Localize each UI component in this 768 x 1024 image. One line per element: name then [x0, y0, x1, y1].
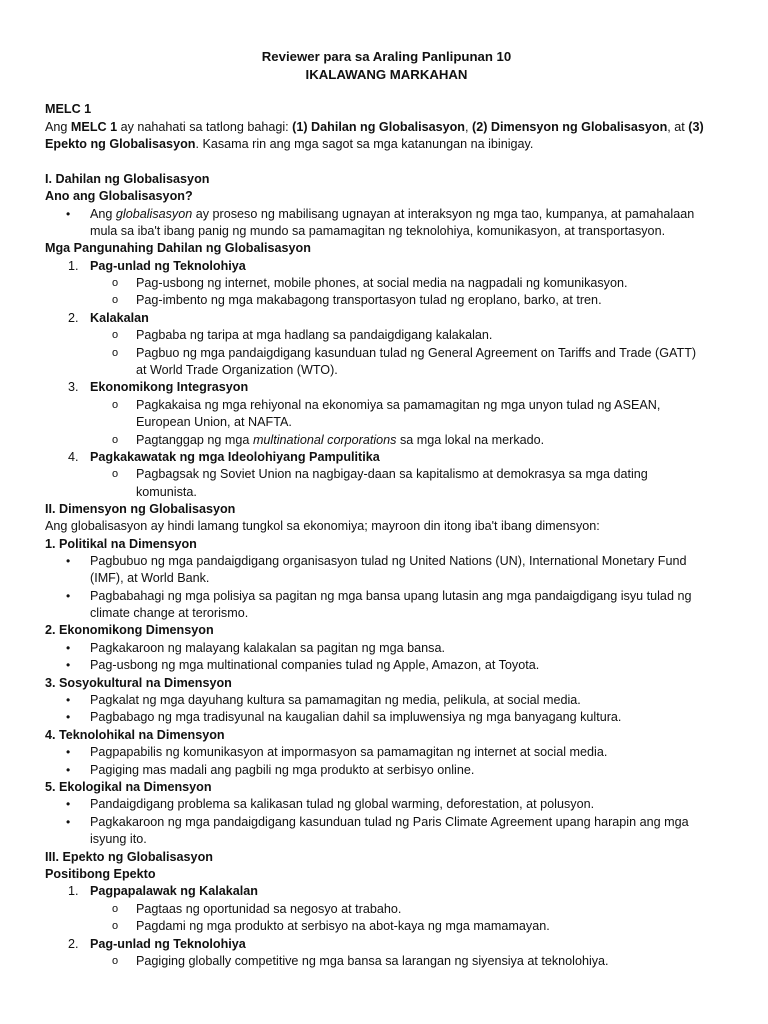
melc-label: MELC 1 [45, 102, 92, 116]
bullet-marker: • [66, 589, 71, 603]
list-item: Pag-imbento ng mga makabagong transportasyon tulad ng eroplano, barko, at tren. [136, 293, 602, 307]
dimension-heading: 4. Teknolohikal na Dimensyon [45, 728, 225, 742]
list-item: Pag-usbong ng mga multinational companies tulad ng Apple, Amazon, at Toyota. [90, 658, 540, 672]
dimension-heading: 5. Ekologikal na Dimensyon [45, 780, 212, 794]
list-item-continuation: komunista. [136, 485, 197, 499]
list-item: Pagtanggap ng mga multinational corporations sa mga lokal na merkado. [136, 433, 545, 447]
list-number: 4. [68, 450, 79, 464]
bullet-marker: • [66, 763, 71, 777]
bullet-marker: • [66, 207, 71, 221]
sub-bullet-marker: o [112, 920, 119, 932]
bullet-marker: • [66, 693, 71, 707]
list-item: Pagbubuo ng mga pandaigdigang organisasyon tulad ng United Nations (UN), International Monetary Fund [90, 554, 687, 568]
list-item-continuation: (IMF), at World Bank. [90, 571, 210, 585]
definition-line2: mula sa iba't ibang panig ng mundo sa pamamagitan ng teknolohiya, komunikasyon, at transportasyon. [90, 224, 666, 238]
cause-title: Pag-unlad ng Teknolohiya [90, 259, 246, 273]
list-item-continuation: climate change at terorismo. [90, 606, 249, 620]
sub-bullet-marker: o [112, 955, 119, 967]
list-item: Pag-usbong ng internet, mobile phones, at social media na nagpadali ng komunikasyon. [136, 276, 628, 290]
sub-bullet-marker: o [112, 468, 119, 480]
melc-intro-line2: Epekto ng Globalisasyon. Kasama rin ang mga sagot sa mga katanungan na ibinigay. [45, 137, 534, 151]
causes-heading: Mga Pangunahing Dahilan ng Globalisasyon [45, 241, 311, 255]
list-item: Pagiging globally competitive ng mga bansa sa larangan ng siyensiya at teknolohiya. [136, 954, 609, 968]
sub-bullet-marker: o [112, 329, 119, 341]
list-number: 2. [68, 937, 79, 951]
cause-title: Kalakalan [90, 311, 149, 325]
dimension-intro: Ang globalisasyon ay hindi lamang tungkol sa ekonomiya; mayroon din itong iba't ibang dimensyon: [45, 519, 600, 533]
cause-title: Pagkakawatak ng mga Ideolohiyang Pampulitika [90, 450, 380, 464]
document-subtitle: IKALAWANG MARKAHAN [305, 67, 468, 82]
bullet-marker: • [66, 815, 71, 829]
bullet-marker: • [66, 745, 71, 759]
list-item: Pagkalat ng mga dayuhang kultura sa pamamagitan ng media, pelikula, at social media. [90, 693, 581, 707]
bullet-marker: • [66, 710, 71, 724]
list-item: Pagkakaroon ng mga pandaigdigang kasunduan tulad ng Paris Climate Agreement upang harapin ang mga [90, 815, 689, 829]
sub-bullet-marker: o [112, 347, 119, 359]
melc-intro-line1: Ang MELC 1 ay nahahati sa tatlong bahagi: (1) Dahilan ng Globalisasyon, (2) Dimensyon ng Globalisasyon, at (3) [45, 120, 704, 134]
list-item: Pandaigdigang problema sa kalikasan tulad ng global warming, deforestation, at polusyon. [90, 797, 595, 811]
section-heading-dahilan: I. Dahilan ng Globalisasyon [45, 172, 210, 186]
list-item: Pagkakaroon ng malayang kalakalan sa pagitan ng mga bansa. [90, 641, 445, 655]
effect-title: Pagpapalawak ng Kalakalan [90, 884, 258, 898]
list-item: Pagdami ng mga produkto at serbisyo na abot-kaya ng mga mamamayan. [136, 919, 550, 933]
sub-bullet-marker: o [112, 277, 119, 289]
list-item: Pagbabahagi ng mga polisiya sa pagitan ng mga bansa upang lutasin ang mga pandaigdigang isyu tulad ng [90, 589, 692, 603]
list-item: Pagbuo ng mga pandaigdigang kasunduan tulad ng General Agreement on Tariffs and Trade (GATT) [136, 346, 697, 360]
list-item: Pagbaba ng taripa at mga hadlang sa pandaigdigang kalakalan. [136, 328, 493, 342]
list-item: Pagkakaisa ng mga rehiyonal na ekonomiya sa pamamagitan ng mga unyon tulad ng ASEAN, [136, 398, 661, 412]
list-item: Pagpapabilis ng komunikasyon at impormasyon sa pamamagitan ng internet at social media. [90, 745, 608, 759]
sub-bullet-marker: o [112, 294, 119, 306]
definition-line1: Ang globalisasyon ay proseso ng mabilisang ugnayan at interaksyon ng mga tao, kumpanya, at pamahalaan [90, 207, 695, 221]
list-item-continuation: isyung ito. [90, 832, 147, 846]
dimension-heading: 2. Ekonomikong Dimensyon [45, 623, 214, 637]
cause-title: Ekonomikong Integrasyon [90, 380, 249, 394]
bullet-marker: • [66, 658, 71, 672]
question-ano-ang-globalisasyon: Ano ang Globalisasyon? [45, 189, 193, 203]
sub-bullet-marker: o [112, 434, 119, 446]
section-heading-epekto: III. Epekto ng Globalisasyon [45, 850, 213, 864]
sub-bullet-marker: o [112, 903, 119, 915]
sub-bullet-marker: o [112, 399, 119, 411]
bullet-marker: • [66, 641, 71, 655]
list-number: 2. [68, 311, 79, 325]
section-heading-dimensyon: II. Dimensyon ng Globalisasyon [45, 502, 236, 516]
list-item: Pagtaas ng oportunidad sa negosyo at trabaho. [136, 902, 402, 916]
list-item: Pagiging mas madali ang pagbili ng mga produkto at serbisyo online. [90, 763, 475, 777]
dimension-heading: 3. Sosyokultural na Dimensyon [45, 676, 232, 690]
positive-effects-heading: Positibong Epekto [45, 867, 156, 881]
list-number: 1. [68, 884, 79, 898]
list-item-continuation: at World Trade Organization (WTO). [136, 363, 338, 377]
effect-title: Pag-unlad ng Teknolohiya [90, 937, 246, 951]
list-number: 1. [68, 259, 79, 273]
list-item: Pagbagsak ng Soviet Union na nagbigay-daan sa kapitalismo at demokrasya sa mga dating [136, 467, 648, 481]
dimension-heading: 1. Politikal na Dimensyon [45, 537, 197, 551]
document-title: Reviewer para sa Araling Panlipunan 10 [261, 49, 512, 64]
list-item-continuation: European Union, at NAFTA. [136, 415, 292, 429]
bullet-marker: • [66, 797, 71, 811]
list-item: Pagbabago ng mga tradisyunal na kaugalian dahil sa impluwensiya ng mga banyagang kultura. [90, 710, 622, 724]
list-number: 3. [68, 380, 79, 394]
bullet-marker: • [66, 554, 71, 568]
